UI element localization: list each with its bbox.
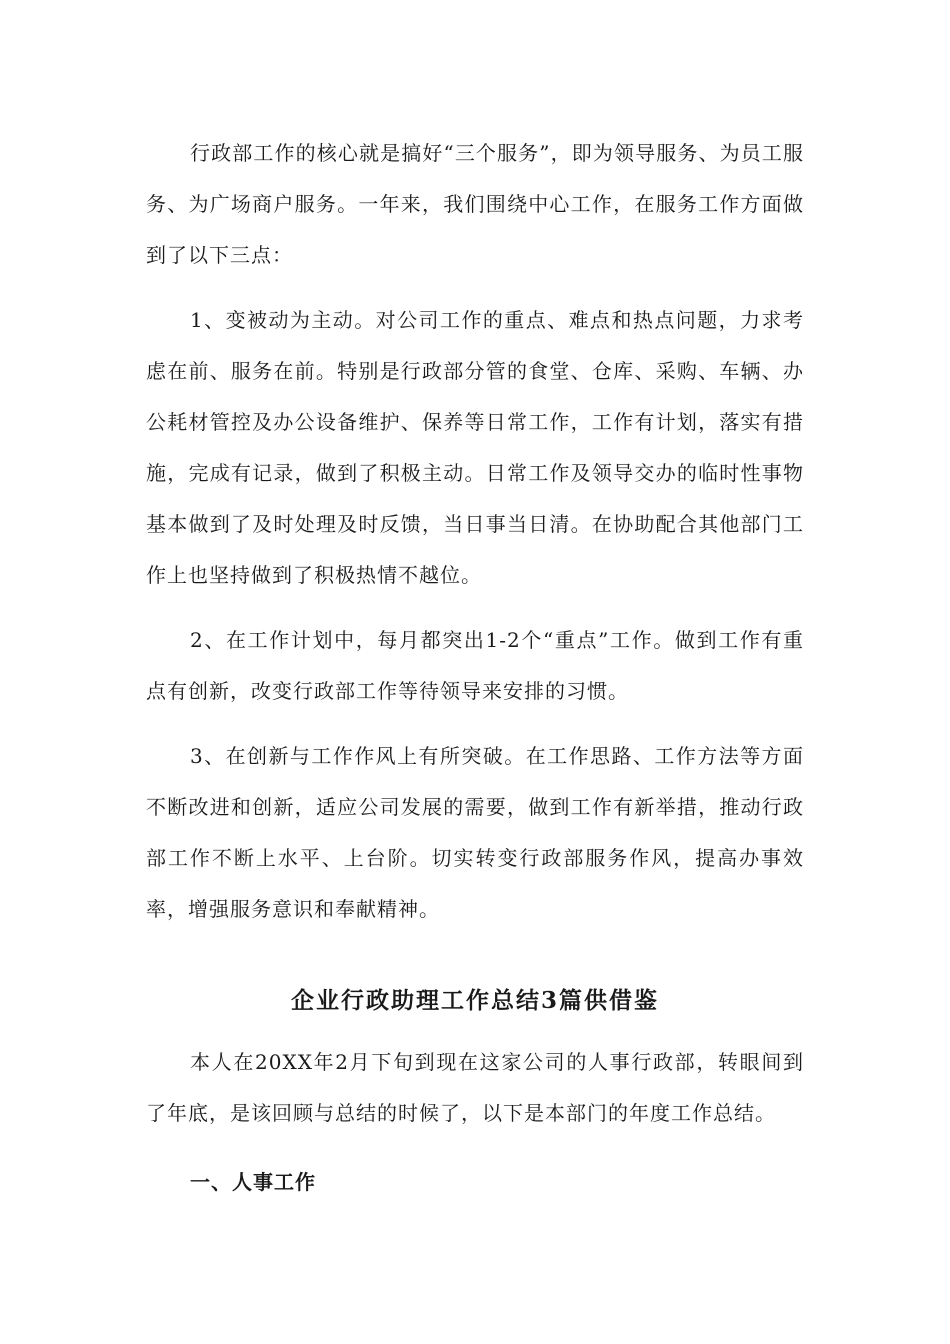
paragraph-point-1: 1、变被动为主动。对公司工作的重点、难点和热点问题，力求考虑在前、服务在前。特别是行政部分管的食堂、仓库、采购、车辆、办公耗材管控及办公设备维护、保养等日常工作，工作有计划，落实有措施，完成有记录，做到了积极主动。日常工作及领导交办的临时性事物基本做到了及时处理及时反馈，当日事当日清。在协助配合其他部门工作上也坚持做到了积极热情不越位。 [146, 308, 804, 587]
paragraph-point-2: 2、在工作计划中，每月都突出1-2个“重点”工作。做到工作有重点有创新，改变行政部工作等待领导来安排的习惯。 [146, 628, 804, 703]
paragraph-intro: 本人在20XX年2月下旬到现在这家公司的人事行政部，转眼间到了年底，是该回顾与总结的时候了，以下是本部门的年度工作总结。 [146, 1050, 804, 1125]
paragraph-point-3: 3、在创新与工作作风上有所突破。在工作思路、工作方法等方面不断改进和创新，适应公司发展的需要，做到工作有新举措，推动行政部工作不断上水平、上台阶。切实转变行政部服务作风，提高办事效率，增强服务意识和奉献精神。 [146, 744, 804, 921]
document-page [146, 128, 804, 1208]
document-title: 企业行政助理工作总结3篇供借鉴 [290, 987, 659, 1014]
paragraph-service-core: 行政部工作的核心就是搞好“三个服务”，即为领导服务、为员工服务、为广场商户服务。一年来，我们围绕中心工作，在服务工作方面做到了以下三点： [146, 141, 804, 267]
section-heading-personnel: 一、人事工作 [190, 1170, 316, 1194]
